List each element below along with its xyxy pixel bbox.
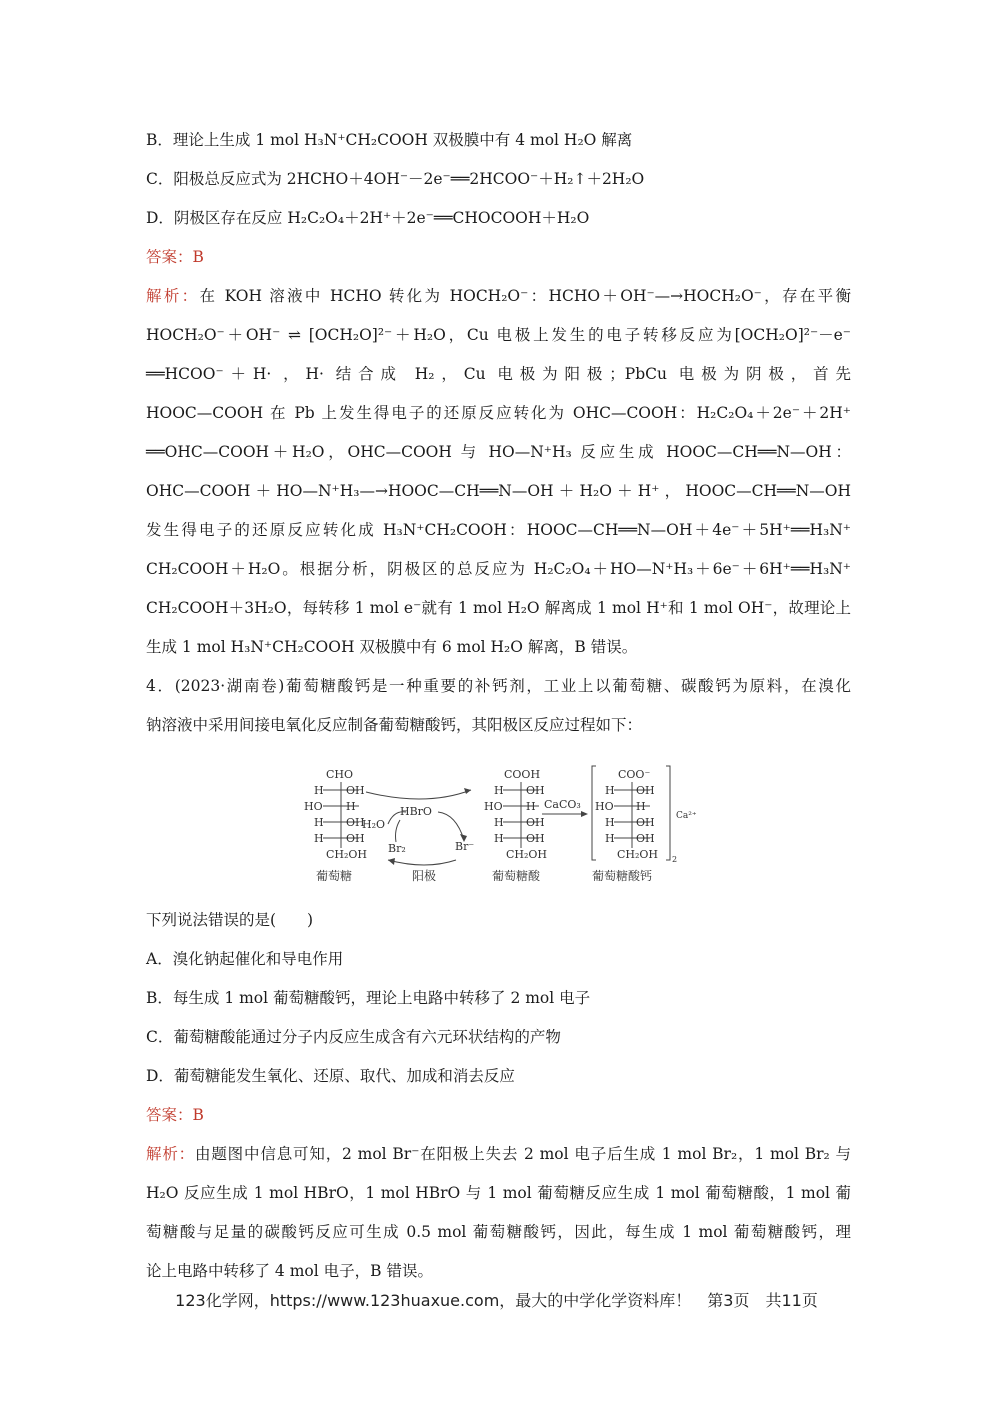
analysis1-label: 解析： <box>146 287 200 305</box>
analysis1-line-1 <box>146 285 851 307</box>
glucose-ch2oh: CH₂OH <box>326 848 368 861</box>
br-minus-label: Br⁻ <box>455 840 475 853</box>
salt-h3: H <box>605 816 615 829</box>
gluconic-cooh: COOH <box>504 768 541 781</box>
option-d-prev: D．阴极区存在反应 H₂C₂O₄＋2H⁺＋2e⁻══CHOCOOH＋H₂O <box>146 209 590 227</box>
glucose-h2: H <box>346 800 356 813</box>
salt-oh1: OH <box>636 784 655 797</box>
glucose-h1: H <box>314 784 324 797</box>
label-gluconic-acid: 葡萄糖酸 <box>492 869 541 883</box>
analysis1-line-8: CH₂COOH＋H₂O。根据分析，阴极区的总反应为 H₂C₂O₄＋HO—N⁺H₃＋6e⁻＋6H⁺══H₃N⁺ <box>146 560 851 578</box>
gluconic-h2: H <box>526 800 536 813</box>
analysis2-line-2: H₂O 反应生成 1 mol HBrO，1 mol HBrO 与 1 mol 葡萄糖反应生成 1 mol 葡萄糖酸，1 mol 葡 <box>146 1184 851 1202</box>
salt-subscript: 2 <box>672 855 678 864</box>
salt-ch2oh: CH₂OH <box>617 848 659 861</box>
question4-line-2: 钠溶液中采用间接电氧化反应制备葡萄糖酸钙，其阳极区反应过程如下： <box>146 716 643 734</box>
glucose-ho2: HO <box>304 800 323 813</box>
page-footer: 123化学网，https://www.123huaxue.com，最大的中学化学资料库！ 第3页 共11页 <box>175 1291 818 1310</box>
caco3-label: CaCO₃ <box>544 798 581 811</box>
option-c-prev: C．阳极总反应式为 2HCHO＋4OH⁻－2e⁻══2HCOO⁻＋H₂↑＋2H₂O <box>146 170 645 188</box>
glucose-oh3: OH <box>346 816 365 829</box>
hbro-label: HBrO <box>400 805 432 818</box>
calcium-ion: Ca²⁺ <box>676 811 697 821</box>
answer-1: 答案：B <box>146 248 204 266</box>
analysis1-line-7: 发生得电子的还原反应转化成 H₃N⁺CH₂COOH：HOOC—CH══N—OH＋4e⁻＋5H⁺══H₃N⁺ <box>146 521 851 539</box>
analysis2-line-4: 论上电路中转移了 4 mol 电子，B 错误。 <box>146 1262 433 1280</box>
answer-2: 答案：B <box>146 1106 204 1124</box>
gluconic-h3: H <box>494 816 504 829</box>
analysis2-line-3: 萄糖酸与足量的碳酸钙反应可生成 0.5 mol 葡萄糖酸钙，因此，每生成 1 mol 葡萄糖酸钙，理 <box>146 1223 851 1241</box>
gluconic-oh1: OH <box>526 784 545 797</box>
analysis2-text-1: 由题图中信息可知，2 mol Br⁻在阳极上失去 2 mol 电子后生成 1 mol Br₂，1 mol Br₂ 与 <box>195 1145 851 1163</box>
gluconic-oh3: OH <box>526 816 545 829</box>
analysis1-line-3: ══HCOO⁻＋H· ，H· 结合成 H₂，Cu 电极为阳极；PbCu 电极为阴极，首先 <box>146 365 851 383</box>
question4-line-1: 4．(2023·湖南卷)葡萄糖酸钙是一种重要的补钙剂，工业上以葡萄糖、碳酸钙为原料，在溴化 <box>146 677 851 695</box>
gluconic-ho2: HO <box>484 800 503 813</box>
option-d: D．葡萄糖能发生氧化、还原、取代、加成和消去反应 <box>146 1067 515 1085</box>
gluconic-h1: H <box>494 784 504 797</box>
option-b-prev: B．理论上生成 1 mol H₃N⁺CH₂COOH 双极膜中有 4 mol H₂O 解离 <box>146 131 633 149</box>
salt-oh4: OH <box>636 832 655 845</box>
salt-h4: H <box>605 832 615 845</box>
glucose-oh1: OH <box>346 784 365 797</box>
salt-ho2: HO <box>595 800 614 813</box>
gluconic-oh4: OH <box>526 832 545 845</box>
salt-oh3: OH <box>636 816 655 829</box>
analysis1-text-1: 在 KOH 溶液中 HCHO 转化为 HOCH₂O⁻：HCHO＋OH⁻—→HOCH₂O⁻，存在平衡 <box>199 287 851 305</box>
h2o-label: H₂O <box>362 818 386 831</box>
label-anode: 阳极 <box>412 869 437 883</box>
option-b: B．每生成 1 mol 葡萄糖酸钙，理论上电路中转移了 2 mol 电子 <box>146 989 591 1007</box>
analysis1-line-9: CH₂COOH＋3H₂O，每转移 1 mol e⁻就有 1 mol H₂O 解离成 1 mol H⁺和 1 mol OH⁻，故理论上 <box>146 599 851 617</box>
label-calcium-gluconate: 葡萄糖酸钙 <box>592 869 653 883</box>
analysis1-line-2: HOCH₂O⁻＋OH⁻ ⇌ [OCH₂O]²⁻＋H₂O，Cu 电极上发生的电子转移反应为[OCH₂O]²⁻－e⁻ <box>146 326 851 344</box>
gluconic-h4: H <box>494 832 504 845</box>
glucose-h4: H <box>314 832 324 845</box>
option-a: A．溴化钠起催化和导电作用 <box>146 950 344 968</box>
analysis2-label: 解析： <box>146 1145 196 1163</box>
glucose-oh4: OH <box>346 832 365 845</box>
label-glucose: 葡萄糖 <box>316 869 353 883</box>
analysis1-line-4: HOOC—COOH 在 Pb 上发生得电子的还原反应转化为 OHC—COOH：H₂C₂O₄＋2e⁻＋2H⁺ <box>146 404 851 422</box>
glucose-h3: H <box>314 816 324 829</box>
glucose-cho: CHO <box>326 768 354 781</box>
salt-h1: H <box>605 784 615 797</box>
salt-coo: COO⁻ <box>618 768 651 781</box>
analysis1-line-10: 生成 1 mol H₃N⁺CH₂COOH 双极膜中有 6 mol H₂O 解离，B 错误。 <box>146 638 638 656</box>
br2-label: Br₂ <box>388 842 406 855</box>
analysis1-line-6: OHC—COOH＋HO—N⁺H₃—→HOOC—CH══N—OH＋H₂O＋H⁺，HOOC—CH══N—OH <box>146 482 851 500</box>
salt-h2: H <box>636 800 646 813</box>
analysis1-line-5: ══OHC—COOH＋H₂O，OHC—COOH 与 HO—N⁺H₃ 反应生成 HOOC—CH══N—OH： <box>146 443 851 461</box>
analysis2-line-1 <box>146 1143 851 1165</box>
question-stem: 下列说法错误的是( ) <box>146 911 314 929</box>
reaction-scheme-figure <box>296 762 706 887</box>
option-c: C．葡萄糖酸能通过分子内反应生成含有六元环状结构的产物 <box>146 1028 561 1046</box>
gluconic-ch2oh: CH₂OH <box>506 848 548 861</box>
